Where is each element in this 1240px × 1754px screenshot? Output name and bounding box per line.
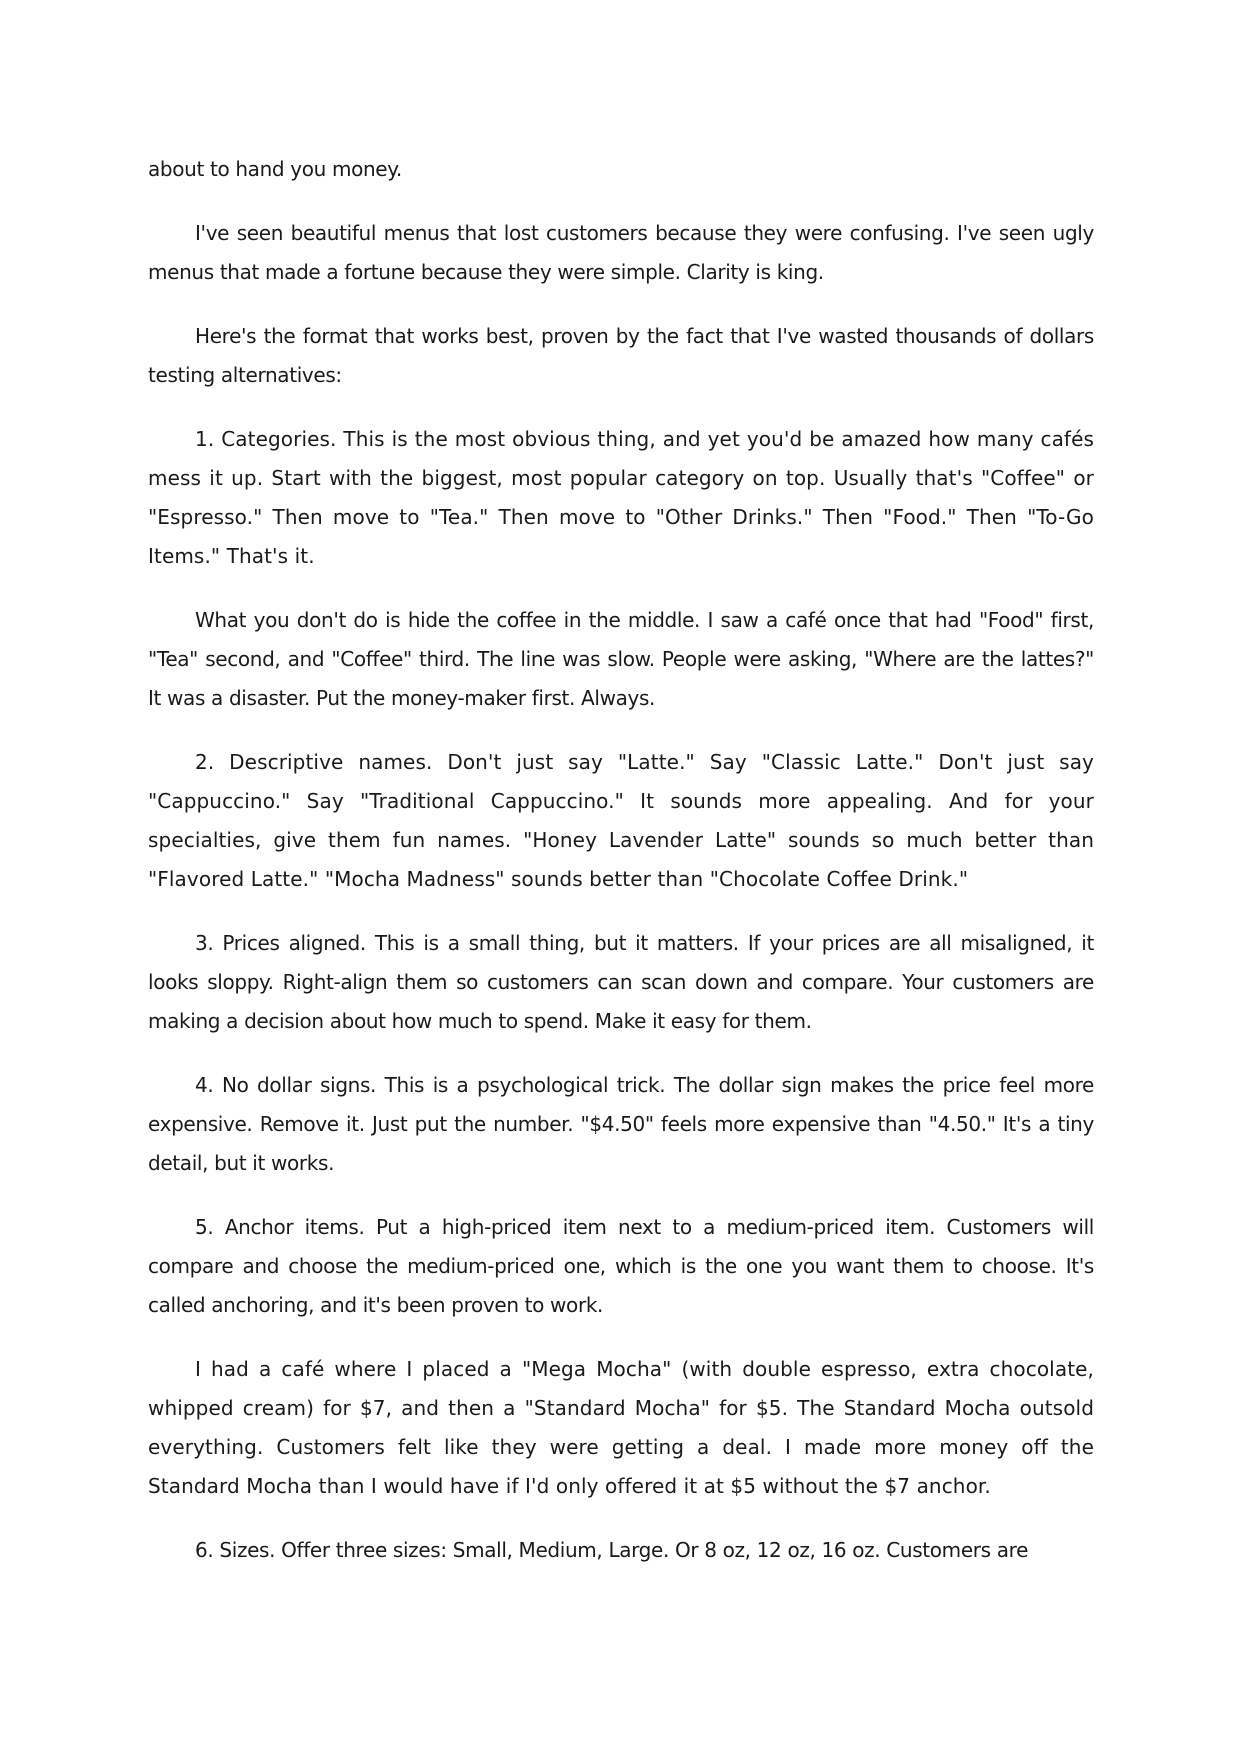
paragraph-coffee-order: What you don't do is hide the coffee in the middle. I saw a café once that had "Food" first, "Tea" second, and "Coffee" third. The line was slow. People were asking, "Where are the lattes?" It was a disaster. Put the money-maker first. Always. <box>148 608 1094 710</box>
paragraph-categories: 1. Categories. This is the most obvious thing, and yet you'd be amazed how many cafés mess it up. Start with the biggest, most popular category on top. Usually that's "Coffee" or "Espresso." Then move to "Tea." Then move to "Other Drinks." Then "Food." Then "To-Go Items." That's it. <box>148 427 1094 568</box>
paragraph-anchor-items: 5. Anchor items. Put a high-priced item next to a medium-priced item. Customers will compare and choose the medium-priced one, which is the one you want them to choose. It's called anchoring, and it's been proven to work. <box>148 1215 1094 1317</box>
paragraph-sizes: 6. Sizes. Offer three sizes: Small, Medium, Large. Or 8 oz, 12 oz, 16 oz. Customers are <box>195 1538 1029 1562</box>
body-text <box>148 150 1094 1595</box>
paragraph-continuation: about to hand you money. <box>148 157 402 181</box>
paragraph-no-dollar-signs: 4. No dollar signs. This is a psychological trick. The dollar sign makes the price feel more expensive. Remove it. Just put the number. "$4.50" feels more expensive than "4.50." It's a tiny detail, but it works. <box>148 1073 1094 1175</box>
paragraph-prices-aligned: 3. Prices aligned. This is a small thing, but it matters. If your prices are all misaligned, it looks sloppy. Right-align them so customers can scan down and compare. Your customers are making a decision about how much to spend. Make it easy for them. <box>148 931 1094 1033</box>
paragraph-clarity: I've seen beautiful menus that lost customers because they were confusing. I've seen ugly menus that made a fortune because they were simple. Clarity is king. <box>148 221 1094 284</box>
paragraph-descriptive-names: 2. Descriptive names. Don't just say "Latte." Say "Classic Latte." Don't just say "Cappuccino." Say "Traditional Cappuccino." It sounds more appealing. And for your specialties, give them fun names. "Honey Lavender Latte" sounds so much better than "Flavored Latte." "Mocha Madness" sounds better than "Chocolate Coffee Drink." <box>148 750 1094 891</box>
paragraph-mocha-example: I had a café where I placed a "Mega Mocha" (with double espresso, extra chocolate, whipped cream) for $7, and then a "Standard Mocha" for $5. The Standard Mocha outsold everything. Customers felt like they were getting a deal. I made more money off the Standard Mocha than I would have if I'd only offered it at $5 without the $7 anchor. <box>148 1357 1094 1498</box>
paragraph-format-intro: Here's the format that works best, proven by the fact that I've wasted thousands of dollars testing alternatives: <box>148 324 1094 387</box>
